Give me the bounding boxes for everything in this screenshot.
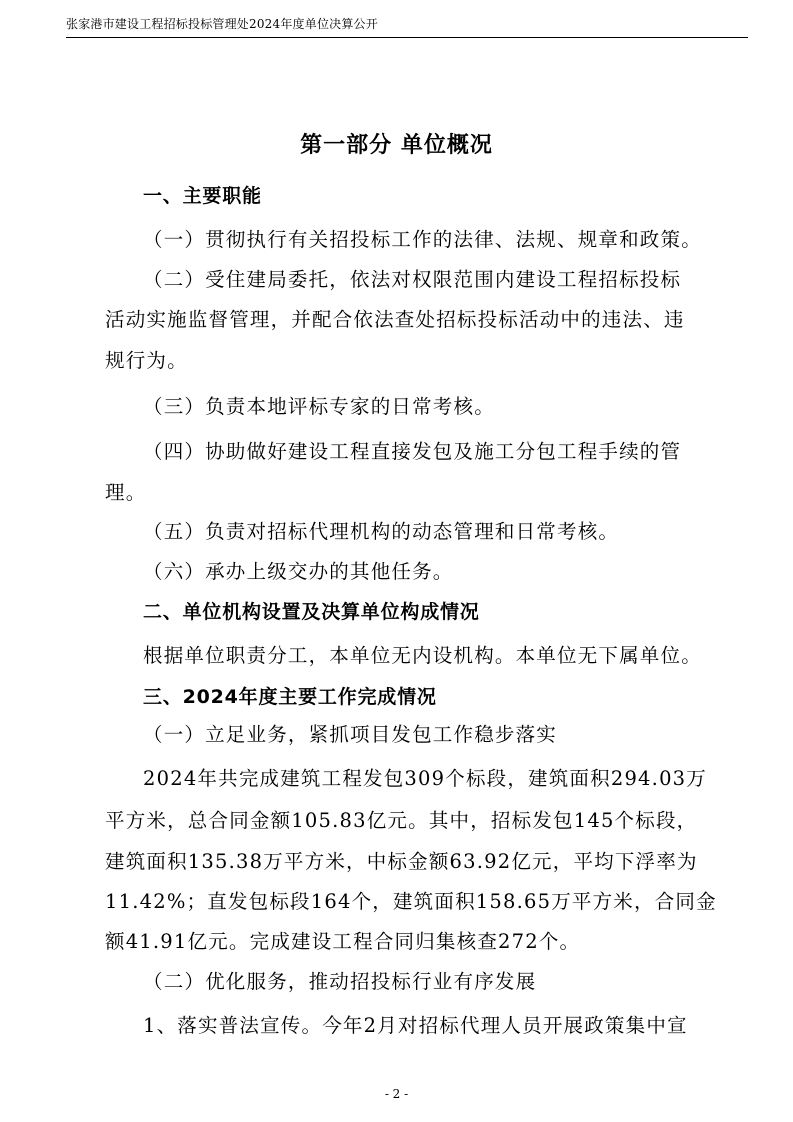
heading-work-completion: 三、2024年度主要工作完成情况: [143, 686, 437, 708]
paragraph-line: 规行为。: [105, 349, 188, 372]
paragraph-line: 额41.91亿元。完成建设工程合同归集核查272个。: [105, 930, 581, 953]
paragraph-line: （四）协助做好建设工程直接发包及施工分包工程手续的管: [143, 440, 682, 463]
paragraph-line: 根据单位职责分工，本单位无内设机构。本单位无下属单位。: [143, 644, 702, 667]
paragraph-line: （五）负责对招标代理机构的动态管理和日常考核。: [143, 520, 620, 543]
heading-organization: 二、单位机构设置及决算单位构成情况: [143, 601, 480, 623]
paragraph-line: 1、落实普法宣传。今年2月对招标代理人员开展政策集中宣: [143, 1014, 688, 1037]
subheading-line: （一）立足业务，紧抓项目发包工作稳步落实: [143, 723, 558, 746]
paragraph-line: 建筑面积135.38万平方米，中标金额63.92亿元，平均下浮率为: [105, 850, 698, 873]
paragraph-line: 2024年共完成建筑工程发包309个标段，建筑面积294.03万: [143, 767, 707, 790]
heading-main-functions: 一、主要职能: [143, 185, 262, 207]
paragraph-line: （六）承办上级交办的其他任务。: [143, 560, 454, 583]
paragraph-line: 理。: [105, 481, 147, 504]
paragraph-line: （一）贯彻执行有关招投标工作的法律、法规、规章和政策。: [143, 228, 702, 251]
header-text: 张家港市建设工程招标投标管理处2024年度单位决算公开: [66, 17, 378, 31]
section-title: 第一部分 单位概况: [300, 133, 493, 158]
subheading-line: （二）优化服务，推动招投标行业有序发展: [143, 970, 537, 993]
paragraph-line: 活动实施监督管理，并配合依法查处招标投标活动中的违法、违: [105, 308, 685, 331]
paragraph-line: 11.42%；直发包标段164个，建筑面积158.65万平方米，合同金: [105, 890, 717, 913]
paragraph-line: （二）受住建局委托，依法对权限范围内建设工程招标投标: [143, 268, 682, 291]
page-number: - 2 -: [384, 1087, 409, 1101]
paragraph-line: 平方米，总合同金额105.83亿元。其中，招标发包145个标段，: [105, 809, 698, 832]
running-header: [66, 13, 748, 38]
paragraph-line: （三）负责本地评标专家的日常考核。: [143, 395, 495, 418]
